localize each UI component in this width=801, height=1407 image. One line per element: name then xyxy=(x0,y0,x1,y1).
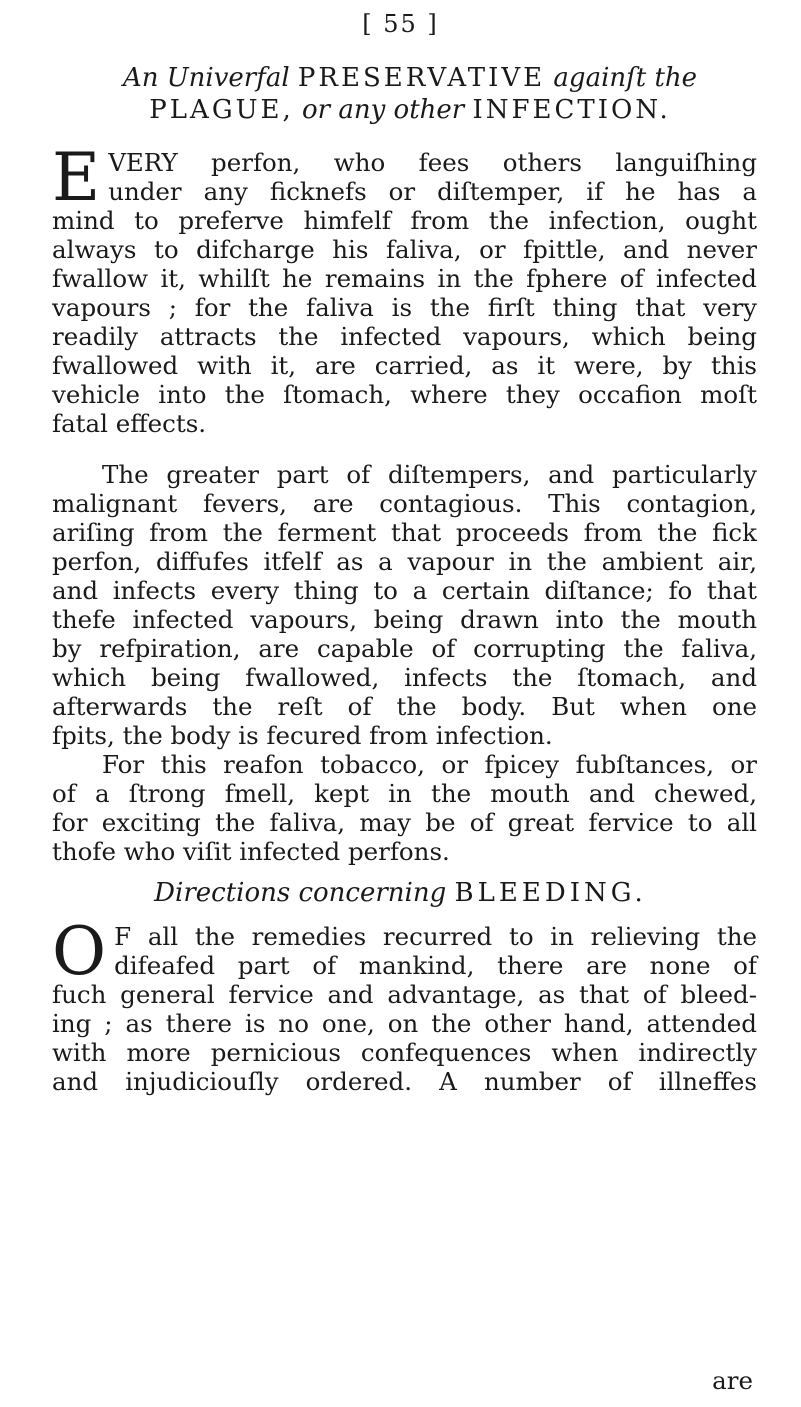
text-line: For this reafon tobacco, or fpicey fubſtances, or xyxy=(102,750,757,779)
text-line: and injudiciouſly ordered. A number of illneffes xyxy=(52,1067,757,1096)
text-line: by refpiration, are capable of corrupting the faliva, xyxy=(52,634,757,663)
text-line: fatal effects. xyxy=(52,409,207,438)
paragraph-contagion xyxy=(52,460,757,750)
text-line: always to difcharge his faliva, or fpittle, and never xyxy=(52,235,757,264)
drop-cap-o: O xyxy=(52,913,107,990)
title-italic-against: againſt the xyxy=(553,63,698,93)
text-line: under any ficknefs or diſtemper, if he has a xyxy=(108,177,757,206)
text-line: with more pernicious confequences when indirectly xyxy=(52,1038,757,1067)
page-number: [ 55 ] xyxy=(362,10,439,38)
text-line: fwallowed with it, are carried, as it were, by this xyxy=(52,351,757,380)
text-line: ing ; as there is no one, on the other hand, attended xyxy=(52,1009,757,1038)
text-line: The greater part of diſtempers, and particularly xyxy=(102,460,757,489)
section-heading-bleeding xyxy=(0,877,801,909)
title-italic-lead: An Univerfal xyxy=(122,63,290,93)
chapter-title xyxy=(60,62,760,126)
title-line-2 xyxy=(60,94,760,126)
text-line: VERY perfon, who fees others languiſhing xyxy=(108,148,757,177)
text-line: perfon, diffufes itfelf as a vapour in the ambient air, xyxy=(52,547,757,576)
text-line: ariſing from the ferment that proceeds from the fick xyxy=(52,518,757,547)
text-line: thofe who viſit infected perfons. xyxy=(52,837,450,866)
heading-italic: Directions concerning xyxy=(154,878,447,908)
text-line: F all the remedies recurred to in relieving the xyxy=(114,922,757,951)
text-line: afterwards the reſt of the body. But when one xyxy=(52,692,757,721)
paragraph-tobacco xyxy=(52,750,757,866)
text-line: for exciting the faliva, may be of great fervice to all xyxy=(52,808,757,837)
heading-caps: BLEEDING. xyxy=(454,878,647,908)
title-italic-or-any-other: or any other xyxy=(302,95,465,125)
text-line: thefe infected vapours, being drawn into the mouth xyxy=(52,605,757,634)
text-line: vapours ; for the faliva is the firſt thing that very xyxy=(52,293,757,322)
paragraph-saliva xyxy=(52,139,757,438)
text-line: fuch general fervice and advantage, as that of bleed- xyxy=(52,980,757,1009)
text-line: difeafed part of mankind, there are none of xyxy=(114,951,757,980)
title-line-1 xyxy=(60,62,760,94)
text-line: and infects every thing to a certain diſtance; fo that xyxy=(52,576,757,605)
text-line: vehicle into the ſtomach, where they occafion moſt xyxy=(52,380,757,409)
title-caps-infection: INFECTION. xyxy=(472,95,671,125)
text-line: of a ſtrong fmell, kept in the mouth and chewed, xyxy=(52,779,757,808)
title-caps-preservative: PRESERVATIVE xyxy=(297,63,546,93)
text-line: readily attracts the infected vapours, which being xyxy=(52,322,757,351)
text-line: fwallow it, whilſt he remains in the fphere of infected xyxy=(52,264,757,293)
catchword: are xyxy=(712,1366,753,1395)
title-caps-plague: PLAGUE, xyxy=(149,95,294,125)
text-line: fpits, the body is fecured from infection. xyxy=(52,721,553,750)
text-line: mind to preferve himfelf from the infection, ought xyxy=(52,206,757,235)
drop-cap-e: E xyxy=(52,139,101,216)
text-line: malignant fevers, are contagious. This contagion, xyxy=(52,489,757,518)
text-line: which being fwallowed, infects the ſtomach, and xyxy=(52,663,757,692)
paragraph-bleeding xyxy=(52,913,757,1096)
